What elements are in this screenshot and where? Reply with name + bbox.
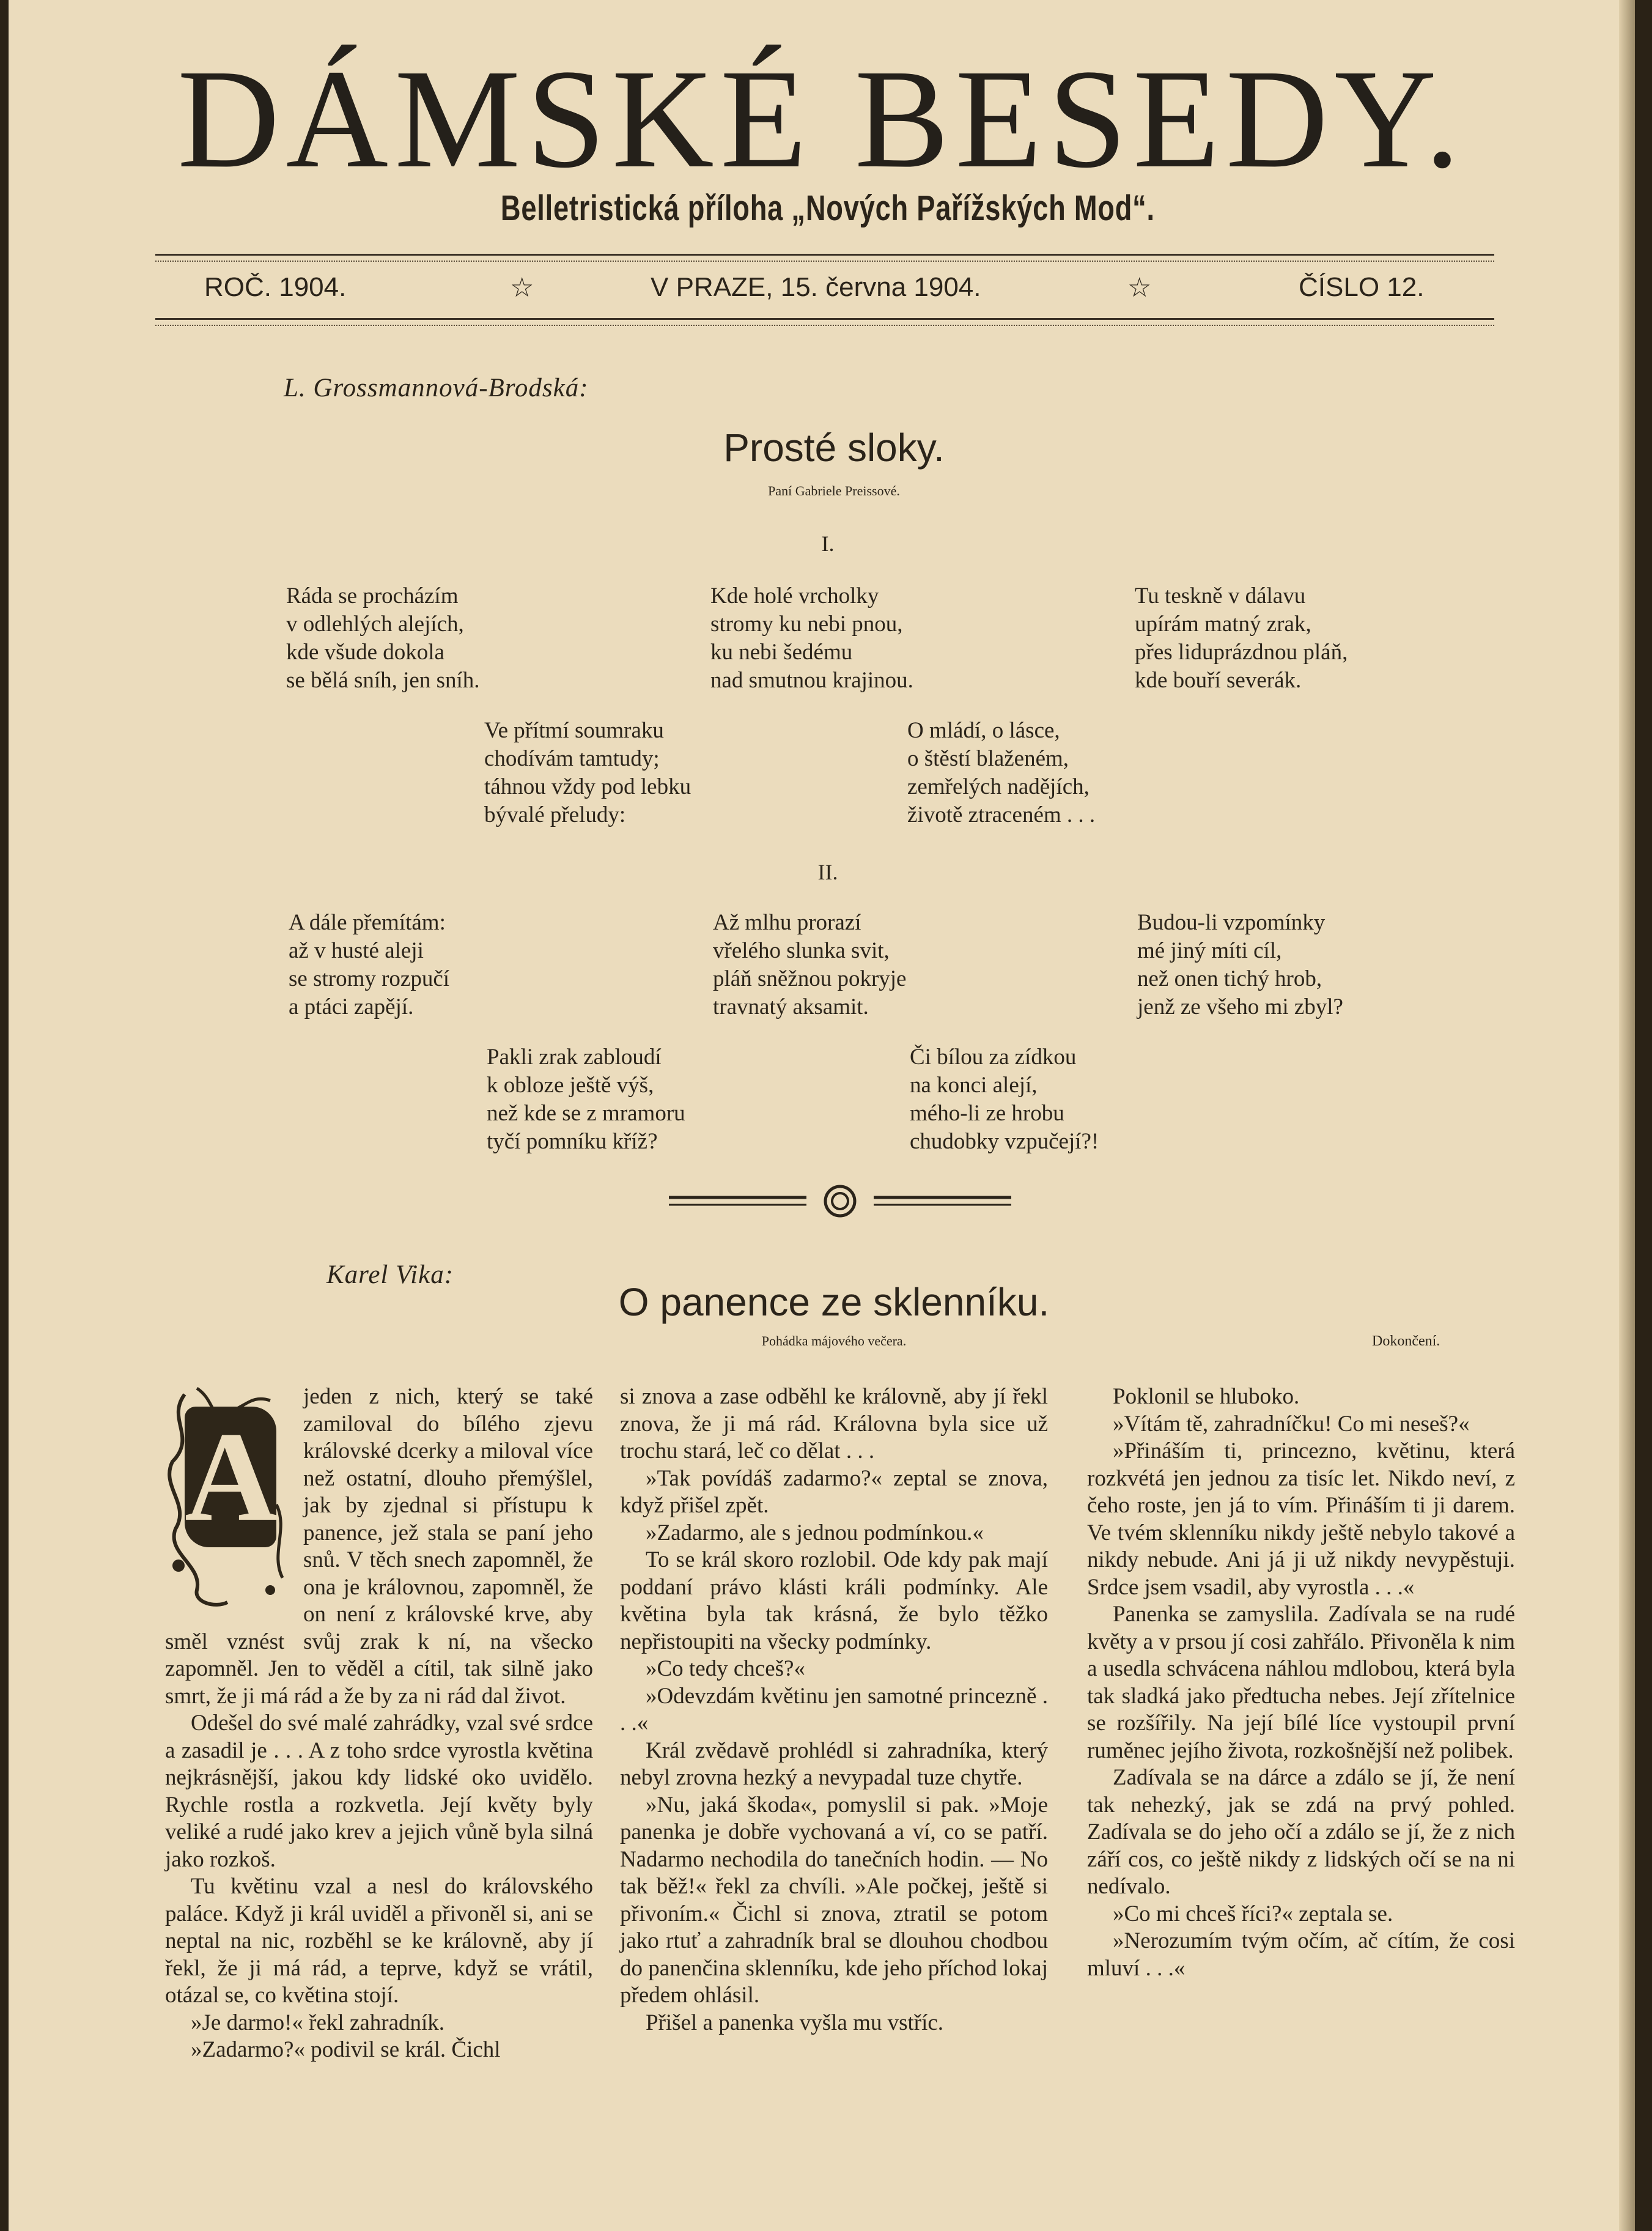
verse-line: A dále přemítám: [289,910,446,935]
star-icon: ☆ [1127,273,1152,303]
paragraph: »Nerozumím tvým očím, ač cítím, že cosi mluví . . .« [1087,1928,1515,1981]
verse-line: chodívám tamtudy; [484,746,660,771]
masthead-subtitle: Belletristická příloha „Nových Pařížských Mod“. [501,188,1155,228]
section-numeral: I. [821,531,835,556]
verse-line: Pakli zrak zabloudí [487,1045,662,1070]
paragraph: Tu květinu vzal a nesl do královského paláce. Když ji král uviděl a přivoněl si, ani se neptal na nic, rozběhl se ke královně, aby jí řekl, že ji má rád, a teprve, když se vrátil, otázal se, co květina stojí. [165,1874,593,2008]
verse-line: Budou-li vzpomínky [1137,910,1326,935]
paragraph: »Odevzdám květinu jen samotné princezně . . .« [620,1683,1048,1736]
verse-line: mé jiný míti cíl, [1137,938,1282,963]
verse-line: ku nebi šedému [710,640,853,665]
verse-line: k obloze ještě výš, [487,1073,654,1098]
verse-line: jenž ze všeho mi zbyl? [1137,994,1343,1019]
verse-line: kde bouří severák. [1135,668,1302,693]
verse-line: travnatý aksamit. [713,994,869,1019]
paragraph: Přišel a panenka vyšla mu vstříc. [646,2010,944,2035]
stanza [484,717,691,829]
issue-number: ČÍSLO 12. [1299,272,1425,302]
story-column-1 [165,1383,593,2064]
paragraph: Panenka se zamyslila. Zadívala se na rudé květy a v prsou jí cosi zahřálo. Přivoněla k nim a usedla schvácena náhlou mdlobou, která byla tak sladká jako předtucha nebes. Její zřítelnice se rozšířily. Na její bílé líce vystoupil první ruměnec jejího života, rozkošnější než polibek. [1087,1602,1515,1763]
top-rule [155,254,1494,262]
verse-line: mého-li ze hrobu [910,1101,1064,1126]
verse-line: než onen tichý hrob, [1137,966,1322,991]
verse-line: vřelého slunka svit, [713,938,890,963]
stanza [713,909,906,1021]
poem-title: Prosté sloky. [723,426,945,470]
verse-line: tyčí pomníku kříž? [487,1129,658,1154]
bottom-rule [155,318,1494,326]
divider-ornament [669,1180,1011,1223]
verse-line: chudobky vzpučejí?! [910,1129,1099,1154]
stanza [907,717,1095,829]
paragraph: »Co mi chceš říci?« zeptala se. [1113,1901,1393,1926]
verse-line: o štěstí blaženém, [907,746,1069,771]
stanza [910,1043,1099,1156]
paragraph: »Přináším ti, princezno, květinu, která rozkvétá jen jednou za tisíc let. Nikdo neví, z čeho roste, jen já to vím. Přináším ti ji darem. Ve tvém sklenníku nikdy ještě nebylo takové a nikdy nebude. Ani já ji už nikdy nevypěstuji. Srdce jsem vsadil, aby vyrostla . . .« [1087,1438,1515,1600]
decorated-initial [160,1382,293,1615]
verse-line: bývalé přeludy: [484,802,626,827]
story-title: O panence ze sklenníku. [618,1280,1050,1324]
verse-line: Či bílou za zídkou [910,1045,1077,1070]
subtitle-row [375,183,1280,232]
paragraph: »Vítám tě, zahradníčku! Co mi neseš?« [1113,1411,1470,1437]
paragraph: Odešel do své malé zahrádky, vzal své srdce a zasadil je . . . A z toho srdce vyrostla květina nejkrásnější, jakou kdy lidské oko uvidělo. Rychle rostla a rozkvetla. Její květy byly veliké a rudé jako krev a jejich vůně byla silná jako rozkoš. [165,1711,593,1872]
paragraph: Poklonil se hluboko. [1113,1384,1300,1409]
story-subtitle: Pohádka májového večera. [761,1333,907,1349]
paragraph: »Je darmo!« řekl zahradník. [191,2010,445,2035]
page-edge [1619,0,1635,2231]
verse-line: Ráda se procházím [286,583,459,609]
paragraph: »Nu, jaká škoda«, pomyslil si pak. »Moje panenka je dobře vychovaná a ví, co se patří. Nadarmo nechodila do tanečních hodin. — No tak běž!« řekl za chvíli. »Ale počkej, ještě si přivoním.« Čichl si znova, ztratil se potom jako rtuť a zahradník bral se dlouhou chodbou do panenčina sklenníku, kde jeho příchod lokaj předem ohlásil. [620,1792,1048,2008]
story-column-2 [620,1383,1048,2037]
paragraph: Král zvědavě prohlédl si zahradníka, který nebyl zrovna hezký a nevypadal tuze chytře. [620,1737,1048,1790]
issue-year: ROČ. 1904. [204,272,347,302]
verse-line: kde všude dokola [286,640,444,665]
paragraph: jeden z nich, který se také zamiloval do bílého zjevu královské dcerky a miloval více než ostatní, dlouho přemýšlel, jak by zjednal si přístupu k panence, jež stala se paní jeho snů. V těch snech zapomněl, že ona je královnou, zapomněl, že on není z královské krve, aby směl vznést svůj zrak k ní, na všecko zapomněl. Jen to věděl a cítil, tak silně jako smrt, že ji má rád a že by za ni rád dal život. [165,1384,593,1709]
paragraph: To se král skoro rozlobil. Ode kdy pak mají poddaní právo klásti králi podmínky. Ale květina byla tak krásná, že bylo těžko nepřistoupiti na všecky podmínky. [620,1547,1048,1654]
verse-line: se bělá sníh, jen sníh. [286,668,480,693]
verse-line: a ptáci zapějí. [289,994,414,1019]
verse-line: než kde se z mramoru [487,1101,685,1126]
verse-line: Kde holé vrcholky [710,583,879,609]
stanza [1137,909,1343,1021]
verse-line: Až mlhu prorazí [713,910,861,935]
verse-line: přes liduprázdnou pláň, [1135,640,1348,665]
issue-line [155,272,1494,315]
paragraph: »Zadarmo?« podivil se král. Čichl [191,2037,501,2062]
story-column-3 [1087,1383,1515,1982]
paragraph: Zadívala se na dárce a zdálo se jí, že není tak nehezký, jak se zdá na prvý pohled. Zadívala se do jeho očí a zdálo se jí, že z nich září cos, co ještě nikdy z lidských očí se na ni nedívalo. [1087,1765,1515,1899]
stanza [289,909,449,1021]
stanza [710,582,913,695]
stanza [1135,582,1348,695]
verse-line: stromy ku nebi pnou, [710,612,903,637]
verse-line: životě ztraceném . . . [907,802,1096,827]
paragraph: si znova a zase odběhl ke královně, aby jí řekl znova, že ji má rád. Královna byla sice už trochu stará, leč co dělat . . . [620,1384,1048,1463]
verse-line: zemřelých nadějích, [907,774,1090,799]
issue-date: V PRAZE, 15. června 1904. [651,272,981,302]
paragraph: »Tak povídáš zadarmo?« zeptal se znova, když přišel zpět. [620,1465,1048,1518]
poem-author: L. Grossmannová-Brodská: [284,374,589,402]
continued-note: Dokončení. [1372,1333,1440,1349]
stanza [487,1043,685,1156]
verse-line: se stromy rozpučí [289,966,450,991]
verse-line: O mládí, o lásce, [907,718,1060,743]
story-author: Karel Vika: [326,1260,454,1289]
verse-line: v odlehlých alejích, [286,612,464,637]
verse-line: pláň sněžnou pokryje [713,966,907,991]
verse-line: na konci alejí, [910,1073,1038,1098]
page [9,0,1635,2231]
verse-line: táhnou vždy pod lebku [484,774,691,799]
masthead-title: DÁMSKÉ BESEDY. [177,40,1467,198]
verse-line: Ve přítmí soumraku [484,718,664,743]
stanza [286,582,480,695]
verse-line: nad smutnou krajinou. [710,668,913,693]
verse-line: Tu teskně v dálavu [1135,583,1306,609]
star-icon: ☆ [510,273,534,303]
verse-line: upírám matný zrak, [1135,612,1311,637]
verse-line: až v husté aleji [289,938,424,963]
paragraph: »Zadarmo, ale s jednou podmínkou.« [646,1520,984,1545]
paragraph: »Co tedy chceš?« [646,1656,805,1681]
poem-dedication: Paní Gabriele Preissové. [768,483,900,498]
initial-letter: A [185,1406,278,1548]
section-numeral: II. [817,860,838,884]
